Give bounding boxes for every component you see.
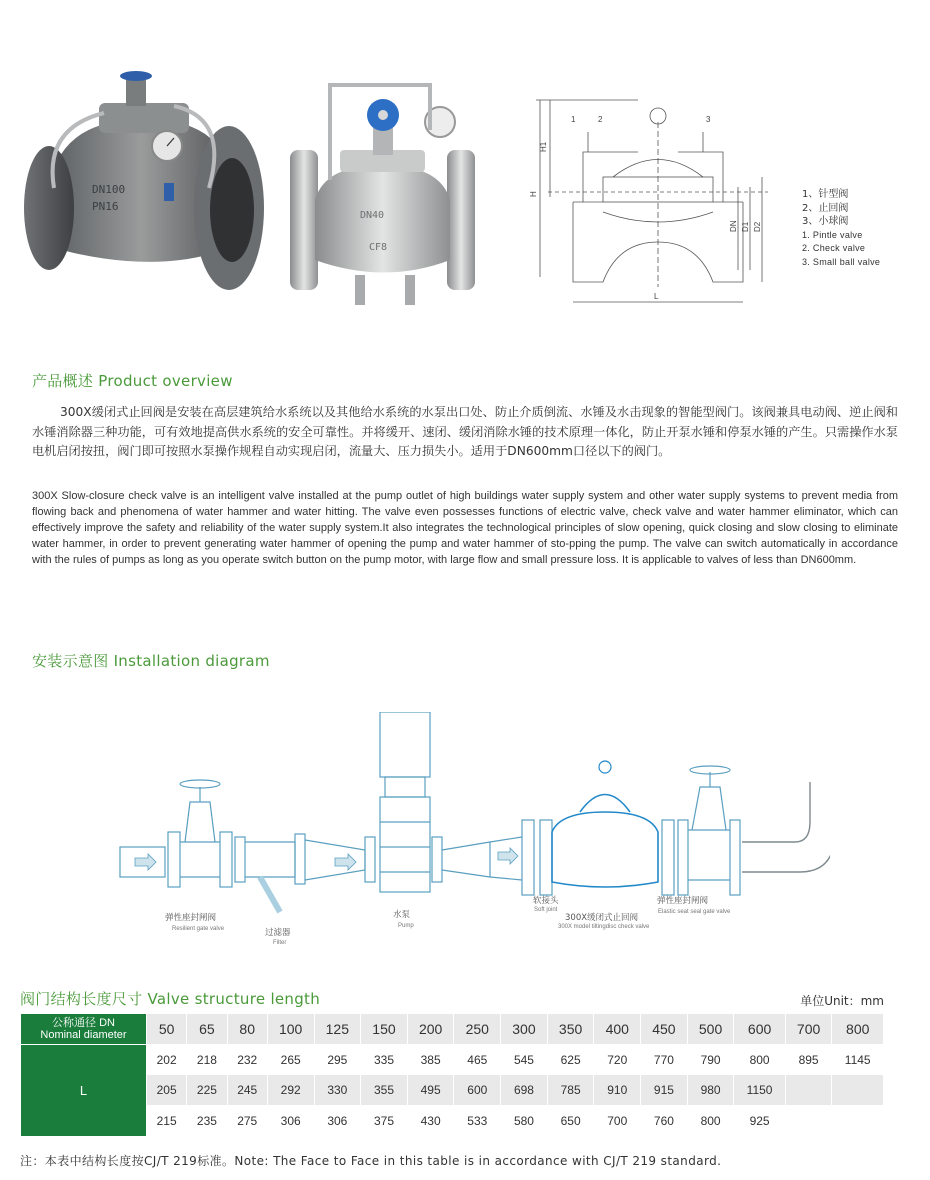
table-cell: 232 [227, 1045, 267, 1075]
table-cell: 330 [314, 1075, 361, 1106]
table-cell: 245 [227, 1075, 267, 1106]
table-cell: 760 [641, 1106, 688, 1137]
table-cell: 650 [547, 1106, 594, 1137]
header-cn: 公称通径 DN [52, 1017, 115, 1029]
photo1-marking-bottom: PN16 [92, 200, 119, 213]
label-gate-valve-en: Resilient gate valve [172, 926, 225, 932]
structure-heading: 阀门结构长度尺寸 Valve structure length [20, 990, 321, 1008]
table-cell: 430 [407, 1106, 454, 1137]
dn-cell: 350 [547, 1014, 594, 1045]
label-pump-cn: 水泵 [393, 910, 411, 920]
label-check-valve-cn: 300X缓闭式止回阀 [565, 913, 639, 923]
table-cell [832, 1106, 884, 1137]
table-cell: 980 [687, 1075, 734, 1106]
table-cell: 205 [147, 1075, 187, 1106]
table-cell: 580 [501, 1106, 548, 1137]
overview-text-cn: 300X缓闭式止回阀是安装在高层建筑给水系统以及其他给水系统的水泵出口处、防止介质倒流、水锤及水击现象的智能型阀门。该阀兼具电动阀、逆止阀和水锤消除器三种功能，可有效地提高供水系统的安全可靠性。并将缓开、速闭、缓闭消除水锤的技术原理一体化，防止开泵水锤和停泵水锤的产生。只需操作水泵电机启闭按扭，阀门即可按照水泵操作规程自动实现启闭，流量大、压力损失小。适用于DN600mm口径以下的阀门。 [32, 405, 898, 458]
label-check-valve-en: 300X model tiltingdisc check valve [558, 924, 650, 930]
dim-d2: D2 [753, 221, 762, 232]
dim-h1: H1 [539, 141, 548, 152]
valve-photo-cast-iron [14, 58, 264, 303]
table-header-label [21, 1014, 147, 1045]
dn-cell: 65 [187, 1014, 227, 1045]
dn-cell: 500 [687, 1014, 734, 1045]
table-row [21, 1106, 884, 1137]
legend-en-1: 1. Pintle valve [802, 229, 863, 240]
table-cell: 355 [361, 1075, 408, 1106]
table-cell: 306 [267, 1106, 314, 1137]
dn-cell: 300 [501, 1014, 548, 1045]
table-cell [832, 1075, 884, 1106]
dn-cell: 600 [734, 1014, 785, 1045]
dim-d1: D1 [741, 221, 750, 232]
dn-cell: 80 [227, 1014, 267, 1045]
dn-cell: 150 [361, 1014, 408, 1045]
dn-cell: 450 [641, 1014, 688, 1045]
table-cell: 800 [687, 1106, 734, 1137]
photo1-marking-top: DN100 [92, 183, 126, 196]
label-soft-joint-en: Soft joint [534, 907, 558, 913]
table-cell: 600 [454, 1075, 501, 1106]
callout-2: 2 [598, 115, 603, 124]
photo2-marking-bottom: CF8 [369, 242, 388, 253]
label-gate-valve2-cn: 弹性座封闸阀 [657, 896, 709, 906]
table-cell: 465 [454, 1045, 501, 1075]
unit-label: 单位Unit：mm [800, 994, 884, 1008]
table-cell: 625 [547, 1045, 594, 1075]
table-cell: 910 [594, 1075, 641, 1106]
valve-photo-stainless [285, 70, 480, 310]
table-footnote: 注：本表中结构长度按CJ/T 219标准。Note: The Face to Face in this table is in accordance with CJ/T 219 standard. [20, 1154, 722, 1168]
table-cell: 545 [501, 1045, 548, 1075]
dn-cell: 125 [314, 1014, 361, 1045]
label-soft-joint-cn: 软接头 [533, 896, 559, 906]
table-row [21, 1045, 884, 1075]
schematic-legend [802, 188, 880, 269]
valve-length-table [20, 1013, 884, 1137]
table-cell [785, 1106, 832, 1137]
dim-l: L [654, 292, 659, 301]
table-cell: 225 [187, 1075, 227, 1106]
callout-3: 3 [706, 115, 711, 124]
table-cell: 790 [687, 1045, 734, 1075]
label-pump-en: Pump [398, 923, 414, 929]
table-cell: 495 [407, 1075, 454, 1106]
dn-cell: 400 [594, 1014, 641, 1045]
table-cell: 385 [407, 1045, 454, 1075]
overview-heading: 产品概述 Product overview [32, 372, 233, 390]
table-cell: 1150 [734, 1075, 785, 1106]
dim-h: H [529, 191, 538, 197]
installation-diagram [110, 712, 830, 952]
legend-cn-3: 3、小球阀 [802, 216, 849, 227]
table-cell: 720 [594, 1045, 641, 1075]
legend-cn-2: 2、止回阀 [802, 202, 849, 214]
table-cell [785, 1075, 832, 1106]
label-gate-valve-cn: 弹性座封闸阀 [165, 913, 217, 923]
dn-cell: 100 [267, 1014, 314, 1045]
table-header-row [21, 1014, 884, 1045]
table-cell: 895 [785, 1045, 832, 1075]
table-cell: 925 [734, 1106, 785, 1137]
table-cell: 306 [314, 1106, 361, 1137]
table-cell: 700 [594, 1106, 641, 1137]
overview-text-en: 300X Slow-closure check valve is an intelligent valve installed at the pump outlet of high buildings water supply system and other water supply systems to prevent media from flowing back and phenomena of water hammer and water hitting. The valve even possesses functions of electric valve, check valve and water hammer eliminator, which can effectively improve the safety and reliability of the water supply system.It also integrates the technological principles of slow opening, quick closing and slow closing to eliminate water hammer, in order to prevent generating water hammer of opening the pump and water hammer of sto-pping the pump. The valve can switch automatically in accordance with the rules of pumps as long as you operate switch button on the pump motor, with large flow and small pressure loss. It is applicable to valves of less than DN600mm. [32, 490, 898, 566]
label-filter-en: Filter [273, 940, 287, 946]
table-cell: 202 [147, 1045, 187, 1075]
header-en: Nominal diameter [40, 1029, 127, 1041]
dn-cell: 800 [832, 1014, 884, 1045]
label-filter-cn: 过滤器 [265, 928, 291, 938]
dn-cell: 250 [454, 1014, 501, 1045]
label-gate-valve2-en: Elastic seat seal gate valve [658, 909, 731, 915]
dn-cell: 200 [407, 1014, 454, 1045]
table-cell: 1145 [832, 1045, 884, 1075]
table-cell: 335 [361, 1045, 408, 1075]
table-cell: 785 [547, 1075, 594, 1106]
table-cell: 275 [227, 1106, 267, 1137]
dn-cell: 50 [147, 1014, 187, 1045]
legend-cn-1: 1、针型阀 [802, 189, 849, 200]
table-cell: 265 [267, 1045, 314, 1075]
table-cell: 292 [267, 1075, 314, 1106]
dim-dn: DN [729, 220, 738, 232]
table-row [21, 1075, 884, 1106]
installation-heading: 安装示意图 Installation diagram [32, 652, 270, 670]
table-cell: 770 [641, 1045, 688, 1075]
photo2-marking-top: DN40 [360, 210, 385, 221]
valve-schematic-drawing [528, 92, 790, 307]
callout-1: 1 [571, 115, 576, 124]
row-label-l: L [21, 1045, 147, 1137]
table-cell: 235 [187, 1106, 227, 1137]
table-cell: 698 [501, 1075, 548, 1106]
table-cell: 533 [454, 1106, 501, 1137]
dn-cell: 700 [785, 1014, 832, 1045]
table-cell: 800 [734, 1045, 785, 1075]
table-cell: 218 [187, 1045, 227, 1075]
table-cell: 375 [361, 1106, 408, 1137]
table-cell: 915 [641, 1075, 688, 1106]
table-cell: 295 [314, 1045, 361, 1075]
legend-en-3: 3. Small ball valve [802, 256, 881, 267]
table-cell: 215 [147, 1106, 187, 1137]
legend-en-2: 2. Check valve [802, 243, 866, 253]
